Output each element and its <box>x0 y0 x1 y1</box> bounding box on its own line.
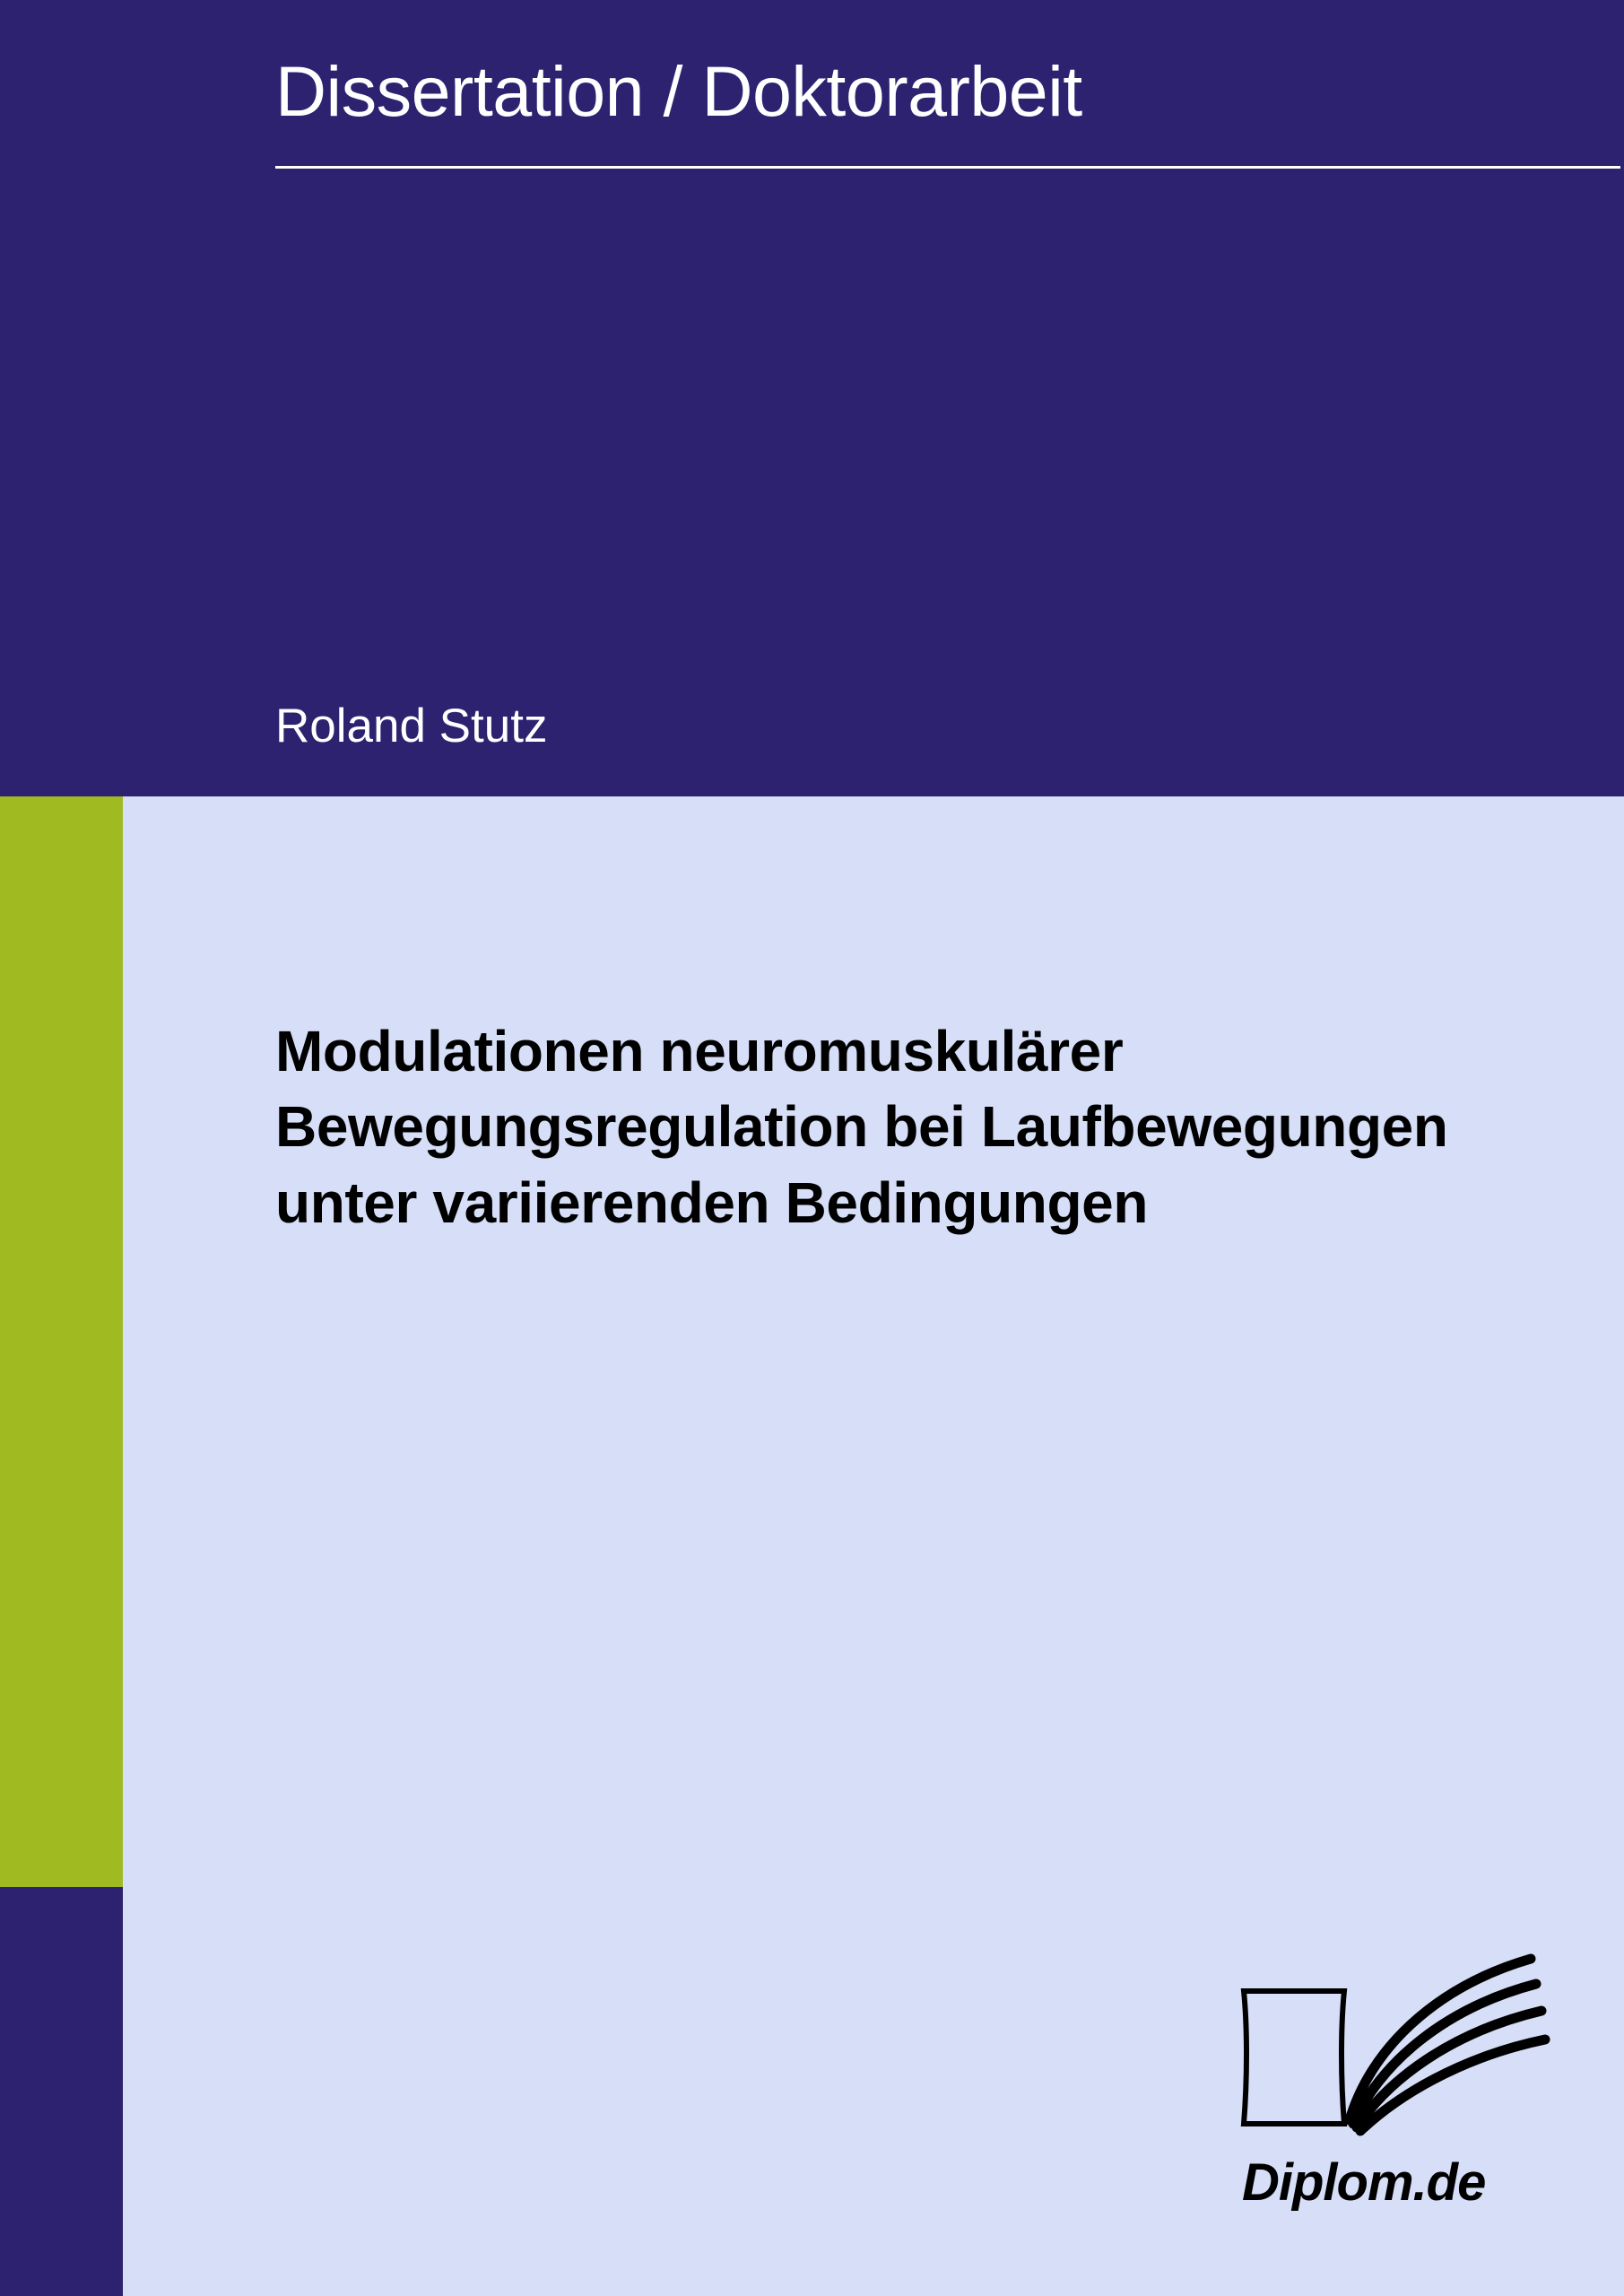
header-divider <box>275 166 1620 169</box>
book-swoosh-icon <box>1235 1944 1585 2160</box>
page-title: Modulationen neuromuskulärer Bewegungsregulation bei Laufbewegungen unter variierenden Bedingungen <box>275 1019 1448 1235</box>
publisher-name: Diplom.de <box>1242 2153 1486 2212</box>
accent-bar-blue <box>0 1887 123 2296</box>
header-panel <box>0 0 1624 796</box>
series-label: Dissertation / Doktorarbeit <box>275 51 1082 131</box>
author-name: Roland Stutz <box>275 700 548 752</box>
publisher-logo <box>1235 1944 1585 2240</box>
accent-bar-green <box>0 796 123 1887</box>
cover-body <box>123 796 1624 2296</box>
